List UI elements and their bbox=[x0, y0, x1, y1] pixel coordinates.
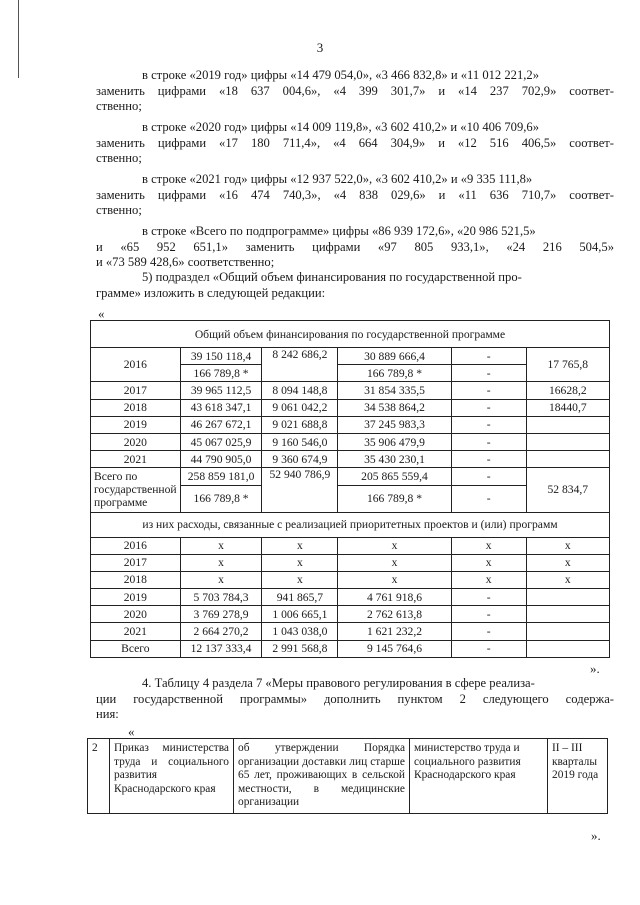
table-cell: 44 790 905,0 bbox=[180, 451, 262, 468]
table-cell: 2016 bbox=[91, 348, 181, 382]
table-cell: 17 765,8 bbox=[526, 348, 609, 382]
table-cell: x bbox=[262, 554, 338, 571]
table-cell: - bbox=[451, 623, 526, 640]
table-cell: 166 789,8 * bbox=[180, 365, 262, 382]
table-row bbox=[91, 537, 610, 554]
table-cell: 52 834,7 bbox=[526, 468, 609, 512]
table-row bbox=[91, 348, 610, 365]
table-cell: - bbox=[451, 468, 526, 485]
table-cell: 1 006 665,1 bbox=[262, 606, 338, 623]
paragraph-line: заменить цифрами «16 474 740,3», «4 838 029,6» и «11 636 710,7» соответ- bbox=[96, 187, 614, 202]
table-cell: 35 906 479,9 bbox=[338, 433, 451, 450]
table-cell: - bbox=[451, 416, 526, 433]
table-cell: - bbox=[451, 365, 526, 382]
table-cell: 4 761 918,6 bbox=[338, 589, 451, 606]
table-caption: Общий объем финансирования по государственной программе bbox=[91, 321, 610, 348]
table-cell: 1 621 232,2 bbox=[338, 623, 451, 640]
table-cell: 2019 bbox=[91, 589, 181, 606]
table-cell: 39 965 112,5 bbox=[180, 382, 262, 399]
table-cell: x bbox=[338, 537, 451, 554]
paragraph-line: и «73 589 428,6» соответственно; bbox=[96, 255, 275, 269]
measures-table bbox=[87, 738, 608, 814]
table-row bbox=[91, 623, 610, 640]
table-cell: 2020 bbox=[91, 606, 181, 623]
table-cell: x bbox=[180, 571, 262, 588]
table-cell: 9 061 042,2 bbox=[262, 399, 338, 416]
table-cell: 9 160 546,0 bbox=[262, 433, 338, 450]
table-cell: - bbox=[451, 640, 526, 657]
table-cell: - bbox=[451, 485, 526, 512]
table-cell: 2020 bbox=[91, 433, 181, 450]
table-row bbox=[88, 739, 608, 814]
table-cell: x bbox=[451, 554, 526, 571]
paragraph-total bbox=[96, 224, 614, 271]
table-row bbox=[91, 399, 610, 416]
table-cell: 9 360 674,9 bbox=[262, 451, 338, 468]
table-cell bbox=[526, 433, 609, 450]
table-row bbox=[91, 416, 610, 433]
paragraph-line: ственно; bbox=[96, 99, 142, 113]
table-row bbox=[91, 433, 610, 450]
table-cell: 3 769 278,9 bbox=[180, 606, 262, 623]
table-cell: 2 762 613,8 bbox=[338, 606, 451, 623]
table-cell: - bbox=[451, 433, 526, 450]
table-row bbox=[91, 554, 610, 571]
table-cell: x bbox=[262, 537, 338, 554]
table-cell bbox=[526, 589, 609, 606]
table-cell: 9 021 688,8 bbox=[262, 416, 338, 433]
opening-quote-2: « bbox=[128, 724, 135, 739]
table-row bbox=[91, 589, 610, 606]
table-cell: 5 703 784,3 bbox=[180, 589, 262, 606]
paragraph-2021 bbox=[96, 172, 614, 219]
table-cell: 39 150 118,4 bbox=[180, 348, 262, 365]
table-cell-num: 2 bbox=[88, 739, 110, 814]
table-cell: 31 854 335,5 bbox=[338, 382, 451, 399]
table-cell: 12 137 333,4 bbox=[180, 640, 262, 657]
page-number: 3 bbox=[316, 40, 324, 55]
table-cell: x bbox=[338, 571, 451, 588]
table-cell-type: Приказ министерства труда и социального развития Краснодарского края bbox=[110, 739, 234, 814]
table-cell: x bbox=[526, 554, 609, 571]
table-cell: x bbox=[180, 554, 262, 571]
paragraph-2020 bbox=[96, 120, 614, 167]
table-row bbox=[91, 321, 610, 348]
table-cell: 2018 bbox=[91, 399, 181, 416]
table-row bbox=[91, 382, 610, 399]
margin-line bbox=[18, 0, 19, 78]
table-cell bbox=[526, 623, 609, 640]
table-cell-term: II – III кварталы 2019 года bbox=[548, 739, 608, 814]
table-cell: - bbox=[451, 589, 526, 606]
table-cell: 258 859 181,0 bbox=[180, 468, 262, 485]
paragraph-line: в строке «2021 год» цифры «12 937 522,0», «3 602 410,2» и «9 335 111,8» bbox=[142, 172, 533, 186]
table-cell: 2018 bbox=[91, 571, 181, 588]
paragraph-line: ственно; bbox=[96, 203, 142, 217]
table-cell: 2 991 568,8 bbox=[262, 640, 338, 657]
paragraph-line: в строке «2020 год» цифры «14 009 119,8», «3 602 410,2» и «10 406 709,6» bbox=[142, 120, 539, 134]
paragraph-line: заменить цифрами «17 180 711,4», «4 664 304,9» и «12 516 406,5» соответ- bbox=[96, 135, 614, 150]
paragraph-line: в строке «2019 год» цифры «14 479 054,0», «3 466 832,8» и «11 012 221,2» bbox=[142, 68, 539, 82]
table-cell: 18440,7 bbox=[526, 399, 609, 416]
table-cell-subject: об утверждении Порядка организации доставки лиц старше 65 лет, проживающих в сельской местности, в медицинские организации bbox=[234, 739, 410, 814]
table-cell: 34 538 864,2 bbox=[338, 399, 451, 416]
paragraph-line: ния: bbox=[96, 707, 119, 721]
paragraph-line: заменить цифрами «18 637 004,6», «4 399 301,7» и «14 237 702,9» соответ- bbox=[96, 83, 614, 98]
table-row bbox=[91, 512, 610, 537]
paragraph-line: грамме» изложить в следующей редакции: bbox=[96, 285, 326, 300]
table-cell: x bbox=[262, 571, 338, 588]
paragraph-4 bbox=[96, 676, 614, 723]
table-cell: 16628,2 bbox=[526, 382, 609, 399]
table-cell: 8 094 148,8 bbox=[262, 382, 338, 399]
paragraph-line: 5) подраздел «Общий объем финансирования по государственной про- bbox=[142, 270, 522, 284]
table-cell bbox=[526, 451, 609, 468]
table-cell: 205 865 559,4 bbox=[338, 468, 451, 485]
table-cell: - bbox=[451, 451, 526, 468]
table-cell: x bbox=[451, 571, 526, 588]
table-row bbox=[91, 451, 610, 468]
table-cell: 2016 bbox=[91, 537, 181, 554]
table-cell: 45 067 025,9 bbox=[180, 433, 262, 450]
paragraph-line: 4. Таблицу 4 раздела 7 «Меры правового регулирования в сфере реализа- bbox=[142, 676, 535, 690]
table-cell-responsible: министерство труда и социального развития Краснодарского края bbox=[410, 739, 548, 814]
table-row bbox=[91, 606, 610, 623]
finance-table bbox=[90, 320, 610, 658]
closing-quote: ». bbox=[590, 661, 600, 676]
table-cell: 2017 bbox=[91, 382, 181, 399]
table-cell: - bbox=[451, 399, 526, 416]
table-cell: 2021 bbox=[91, 451, 181, 468]
table-cell bbox=[526, 640, 609, 657]
table-cell: 1 043 038,0 bbox=[262, 623, 338, 640]
table-cell: 35 430 230,1 bbox=[338, 451, 451, 468]
table-cell bbox=[526, 416, 609, 433]
opening-quote: « bbox=[98, 306, 105, 321]
table-cell: 2017 bbox=[91, 554, 181, 571]
table-cell: 166 789,8 * bbox=[338, 365, 451, 382]
table-cell: 9 145 764,6 bbox=[338, 640, 451, 657]
paragraph-2019 bbox=[96, 68, 614, 115]
table-cell: 2 664 270,2 bbox=[180, 623, 262, 640]
table-cell: 166 789,8 * bbox=[338, 485, 451, 512]
paragraph-line: и «65 952 651,1» заменить цифрами «97 805 933,1», «24 216 504,5» bbox=[96, 239, 614, 254]
table-cell: 941 865,7 bbox=[262, 589, 338, 606]
table-cell: x bbox=[180, 537, 262, 554]
table-cell: 166 789,8 * bbox=[180, 485, 262, 512]
closing-quote-2: ». bbox=[591, 828, 601, 843]
table-cell: Всего bbox=[91, 640, 181, 657]
table-cell: 2021 bbox=[91, 623, 181, 640]
table-cell bbox=[526, 606, 609, 623]
table-cell: 46 267 672,1 bbox=[180, 416, 262, 433]
table-row bbox=[91, 468, 610, 485]
paragraph-5 bbox=[96, 270, 614, 301]
table-cell: x bbox=[451, 537, 526, 554]
table-cell: 43 618 347,1 bbox=[180, 399, 262, 416]
paragraph-line: ственно; bbox=[96, 151, 142, 165]
table-cell: 8 242 686,2 bbox=[262, 348, 338, 382]
table-cell: 37 245 983,3 bbox=[338, 416, 451, 433]
paragraph-line: ции государственной программы» дополнить пунктом 2 следующего содержа- bbox=[96, 691, 614, 706]
table-cell: x bbox=[526, 571, 609, 588]
table-cell: - bbox=[451, 606, 526, 623]
table-cell: - bbox=[451, 348, 526, 365]
table-cell: x bbox=[338, 554, 451, 571]
table-cell: x bbox=[526, 537, 609, 554]
table-row bbox=[91, 640, 610, 657]
table-row bbox=[91, 571, 610, 588]
table-cell: 2019 bbox=[91, 416, 181, 433]
table-cell: 30 889 666,4 bbox=[338, 348, 451, 365]
table-cell: - bbox=[451, 382, 526, 399]
table-cell-total-label: Всего по государственной программе bbox=[91, 468, 181, 512]
priority-caption: из них расходы, связанные с реализацией приоритетных проектов и (или) программ bbox=[91, 512, 610, 537]
table-cell: 52 940 786,9 bbox=[262, 468, 338, 512]
paragraph-line: в строке «Всего по подпрограмме» цифры «86 939 172,6», «20 986 521,5» bbox=[142, 224, 536, 238]
